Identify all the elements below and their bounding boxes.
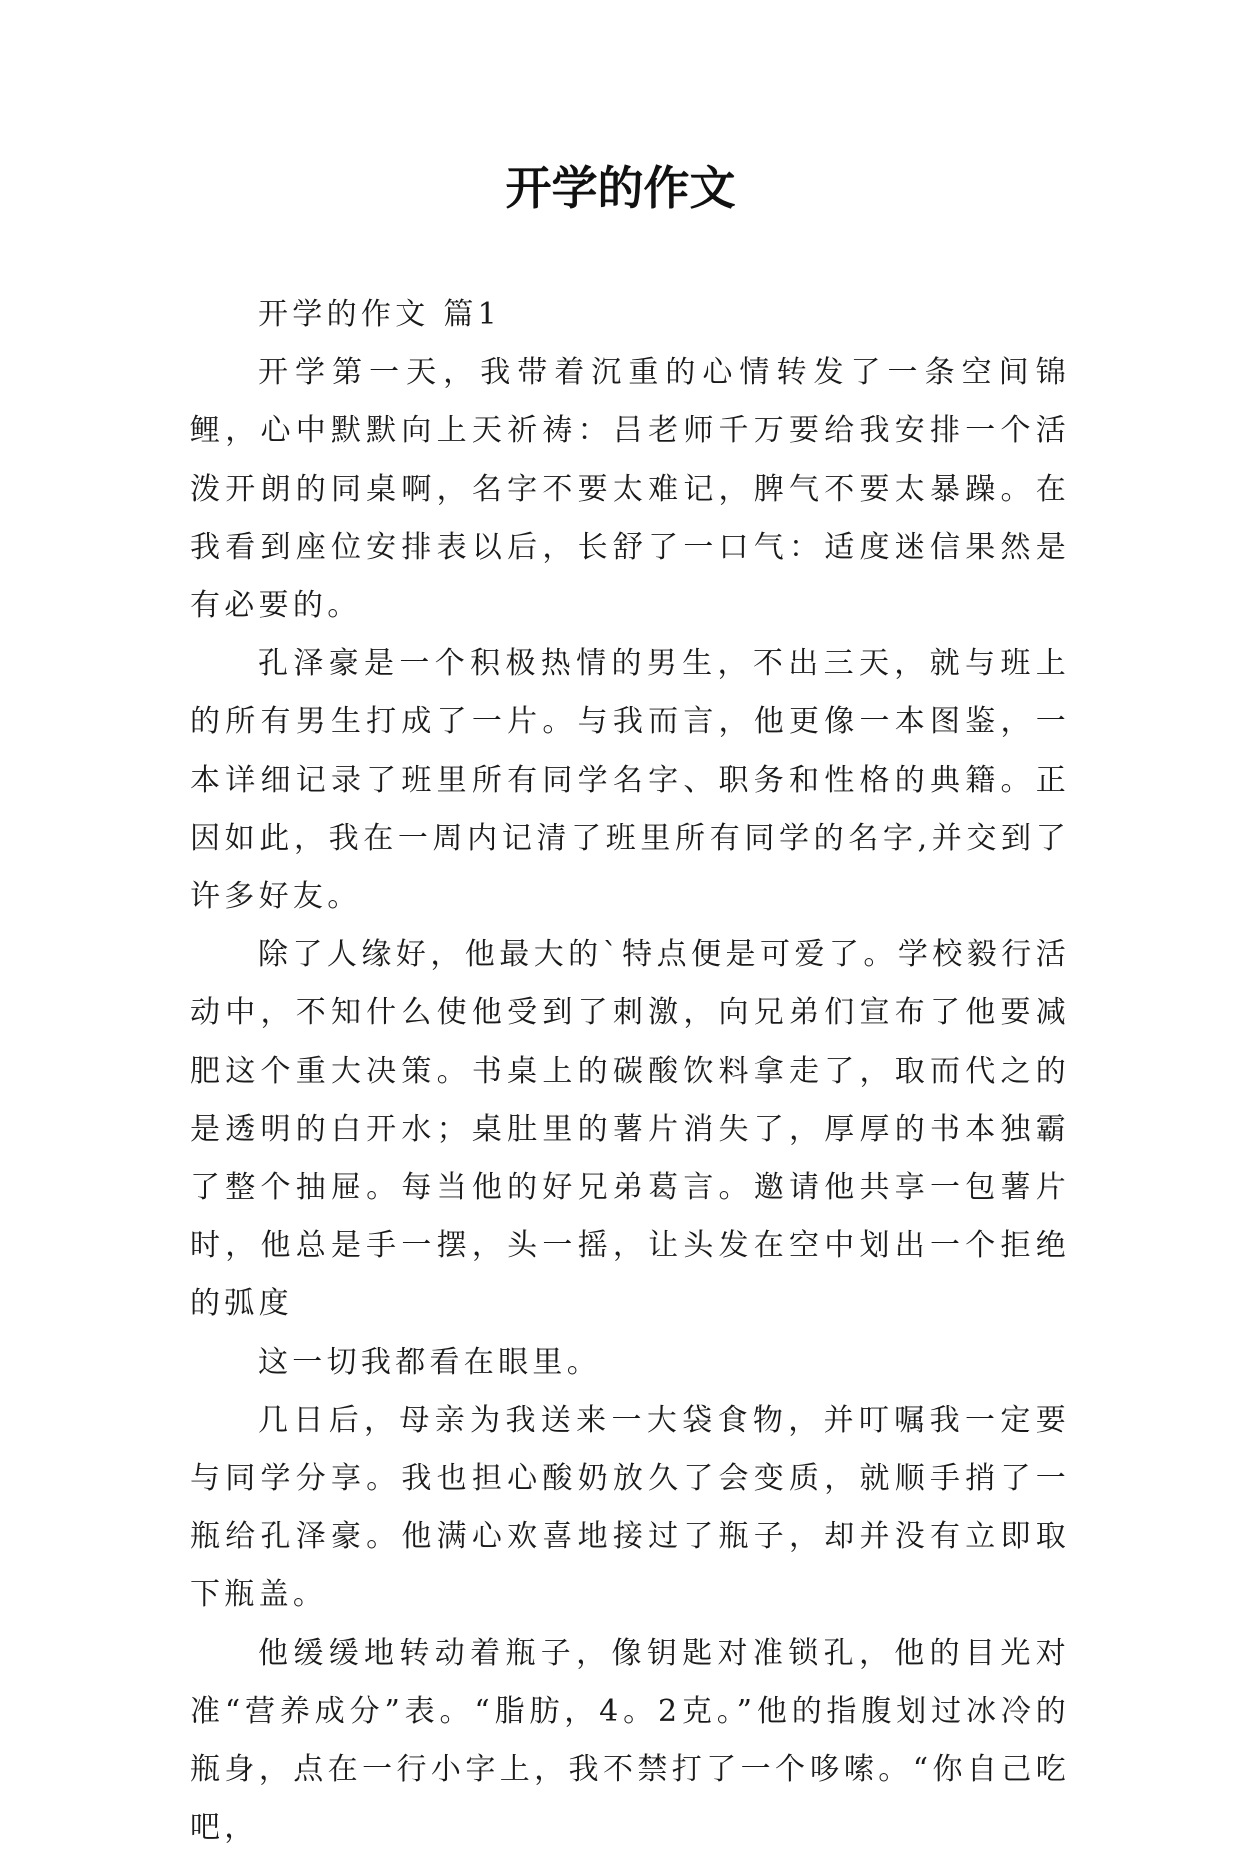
paragraph: 这一切我都看在眼里。: [258, 1344, 601, 1380]
essay-heading-paragraph: 开学的作文 篇1: [258, 297, 502, 332]
paragraph: 几日后，母亲为我送来一大袋食物，并叮嘱我一定要与同学分享。我也担心酸奶放久了会变质，就顺手捎了一瓶给孔泽豪。他满心欢喜地接过了瓶子，却并没有立即取下瓶盖。: [190, 1402, 1070, 1613]
paragraph: 开学第一天，我带着沉重的心情转发了一条空间锦鲤，心中默默向上天祈祷：吕老师千万要给我安排一个活泼开朗的同桌啊，名字不要太难记，脾气不要太暴躁。在我看到座位安排表以后，长舒了一口气：适度迷信果然是有必要的。: [190, 355, 1070, 624]
document-body: [190, 286, 1070, 1857]
paragraph: 孔泽豪是一个积极热情的男生，不出三天，就与班上的所有男生打成了一片。与我而言，他更像一本图鉴，一本详细记录了班里所有同学名字、职务和性格的典籍。正因如此，我在一周内记清了班里所有同学的名字,并交到了许多好友。: [190, 646, 1070, 915]
paragraph: 他缓缓地转动着瓶子，像钥匙对准锁孔，他的目光对准“营养成分”表。“脂肪，4。2克。”他的指腹划过冰冷的瓶身，点在一行小字上，我不禁打了一个哆嗦。“你自己吃吧，: [190, 1635, 1070, 1846]
document-title: 开学的作文: [505, 161, 736, 215]
paragraph: 除了人缘好，他最大的`特点便是可爱了。学校毅行活动中，不知什么使他受到了刺激，向兄弟们宣布了他要减肥这个重大决策。书桌上的碳酸饮料拿走了，取而代之的是透明的白开水；桌肚里的薯片消失了，厚厚的书本独霸了整个抽屉。每当他的好兄弟葛言。邀请他共享一包薯片时，他总是手一摆，头一摇，让头发在空中划出一个拒绝的弧度: [190, 937, 1070, 1322]
